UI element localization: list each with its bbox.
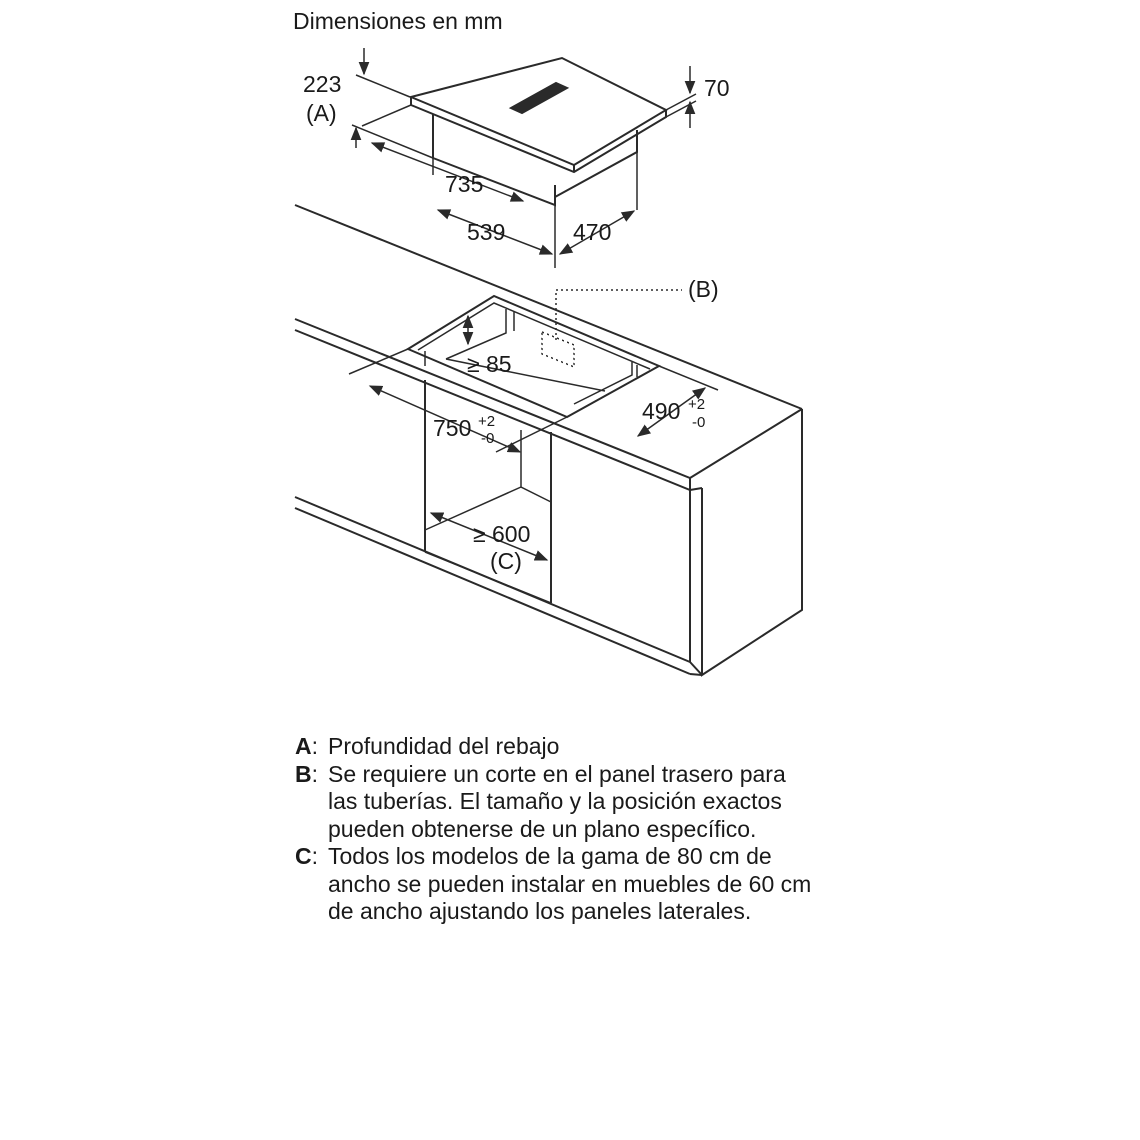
label-c: (C) [490,548,522,574]
dim-70: 70 [704,75,730,101]
dim-470: 470 [573,219,612,245]
label-b: (B) [688,276,719,302]
dim-539: 539 [467,219,506,245]
dim-750: 750 [433,415,472,441]
legend-key-c: C [295,843,312,869]
dim-600: ≥ 600 [473,521,531,547]
countertop-drawing [295,205,802,675]
hob-dimension-lines [352,48,696,268]
dim-490-tol-plus: +2 [688,396,706,413]
cutout-dimension-lines [349,290,718,560]
dim-85: ≥ 85 [467,351,512,377]
legend-item-b: B: Se requiere un corte en el panel trasero para las tuberías. El tamaño y la posición exactos pueden obtenerse de un plano específico. [295,761,855,844]
legend-key-b: B [295,760,312,787]
dim-750-tol-plus: +2 [478,413,496,430]
back-panel-cutout [542,332,574,367]
legend-item-c: C: Todos los modelos de la gama de 80 cm de ancho se pueden instalar en muebles de 60 cm de ancho ajustando los paneles laterales. [295,843,855,926]
dim-490-tol-minus: -0 [692,414,706,431]
dim-750-tol-minus: -0 [481,430,495,447]
legend-text-a: Profundidad del rebajo [328,733,560,759]
legend-item-a: A: Profundidad del rebajo [295,733,855,761]
dim-490: 490 [642,398,681,424]
extractor-vent [511,83,567,113]
diagram-title: Dimensiones en mm [293,8,503,34]
dim-223: 223 [303,71,342,97]
legend-text-b: Se requiere un corte en el panel trasero para las tuberías. El tamaño y la posición exactos pueden obtenerse de un plano específico. [328,760,786,842]
legend [295,733,855,926]
legend-text-c: Todos los modelos de la gama de 80 cm de ancho se pueden instalar en muebles de 60 cm de ancho ajustando los paneles laterales. [328,843,812,924]
legend-key-a: A [295,733,312,759]
label-a: (A) [306,100,337,126]
dim-735: 735 [445,171,484,197]
